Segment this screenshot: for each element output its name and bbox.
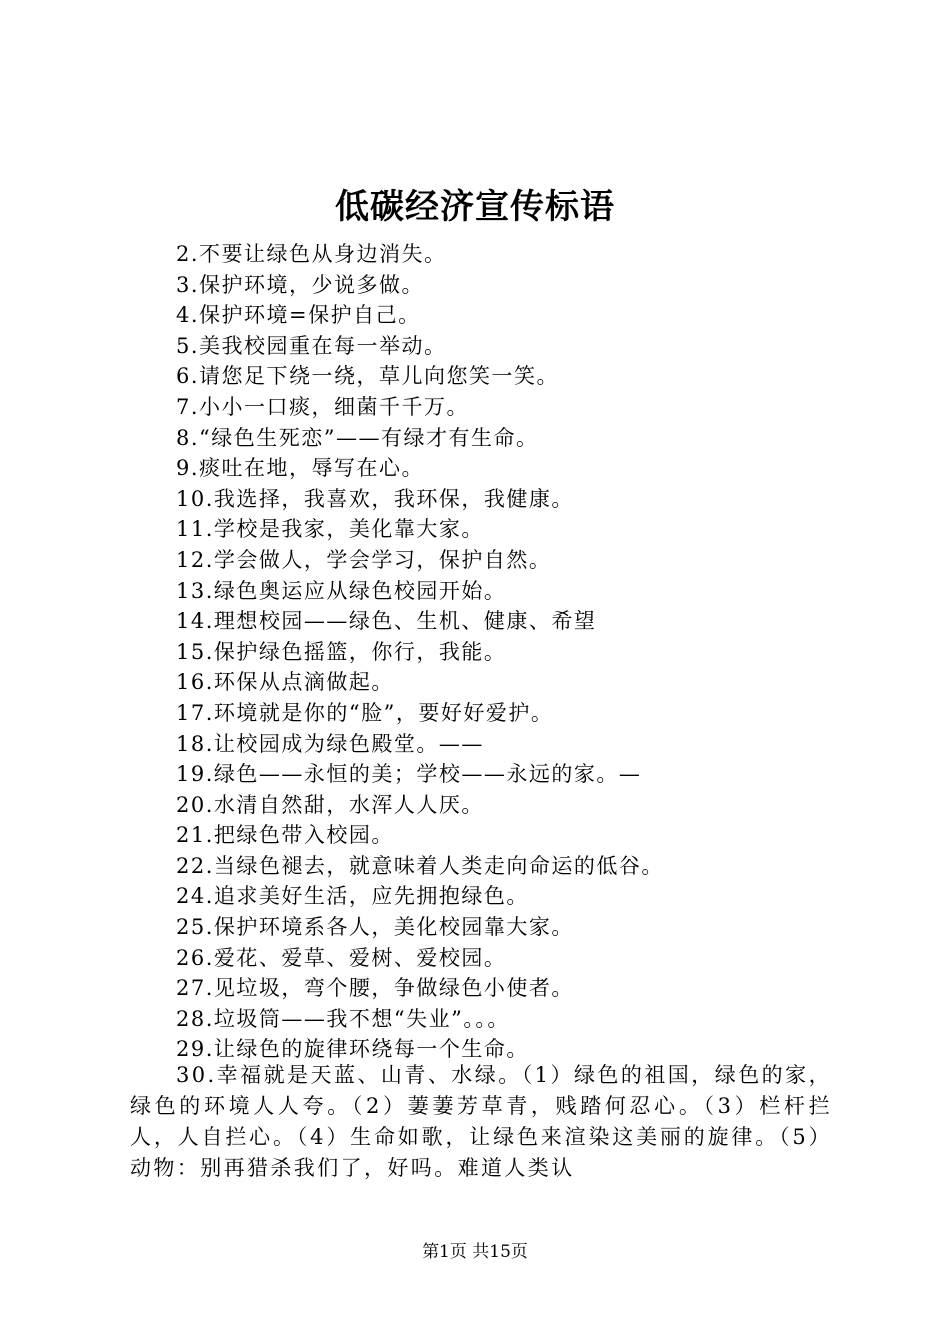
list-item: 17.环境就是你的“脸”，要好好爱护。 — [176, 700, 554, 725]
list-item: 22.当绿色褪去，就意味着人类走向命运的低谷。 — [176, 853, 664, 878]
list-item: 12.学会做人，学会学习，保护自然。 — [176, 547, 552, 572]
list-item: 3.保护环境，少说多做。 — [176, 272, 425, 297]
list-item: 26.爱花、爱草、爱树、爱校园。 — [176, 945, 507, 970]
list-item: 29.让绿色的旋律环绕每一个生命。 — [176, 1037, 529, 1062]
document-title: 低碳经济宣传标语 — [335, 187, 615, 227]
list-item: 16.环保从点滴做起。 — [176, 670, 394, 695]
list-item: 5.美我校园重在每一举动。 — [176, 333, 447, 358]
list-item: 18.让校园成为绿色殿堂。—— — [176, 731, 484, 756]
list-item: 7.小小一口痰，细菌千千万。 — [176, 394, 470, 419]
list-item: 21.把绿色带入校园。 — [176, 823, 394, 848]
list-item: 25.保护环境系各人，美化校园靠大家。 — [176, 915, 574, 940]
list-item: 6.请您足下绕一绕，草儿向您笑一笑。 — [176, 364, 560, 389]
list-item: 27.见垃圾，弯个腰，争做绿色小使者。 — [176, 976, 574, 1001]
list-item: 15.保护绿色摇篮，你行，我能。 — [176, 639, 507, 664]
list-item: 19.绿色——永恒的美；学校——永远的家。— — [176, 762, 642, 787]
list-item: 9.痰吐在地，辱写在心。 — [176, 456, 425, 481]
body-paragraph: 30.幸福就是天蓝、山青、水绿。（1）绿色的祖国，绿色的家，绿色的环境人人夸。（2）萋萋芳草青，贱踏何忍心。（3）栏杆拦人，人自拦心。（4）生命如歌，让绿色来渲染这美丽的旋律。（5）动物：别再猎杀我们了，好吗。难道人类认 — [130, 1063, 832, 1180]
list-item: 11.学校是我家，美化靠大家。 — [176, 517, 484, 542]
list-item: 13.绿色奥运应从绿色校园开始。 — [176, 578, 507, 603]
slogan-list — [176, 239, 876, 1065]
list-item: 2.不要让绿色从身边消失。 — [176, 242, 447, 266]
list-item: 4.保护环境=保护自己。 — [176, 303, 421, 328]
list-item: 24.追求美好生活，应先拥抱绿色。 — [176, 884, 529, 909]
list-item: 10.我选择，我喜欢，我环保，我健康。 — [176, 486, 574, 511]
page-footer: 第1页 共15页 — [422, 1242, 528, 1262]
list-item: 14.理想校园——绿色、生机、健康、希望 — [176, 609, 597, 634]
list-item: 28.垃圾筒——我不想“失业”。。。 — [176, 1006, 510, 1031]
list-item: 8.“绿色生死恋”——有绿才有生命。 — [176, 425, 539, 450]
list-item: 20.水清自然甜，水浑人人厌。 — [176, 792, 484, 817]
